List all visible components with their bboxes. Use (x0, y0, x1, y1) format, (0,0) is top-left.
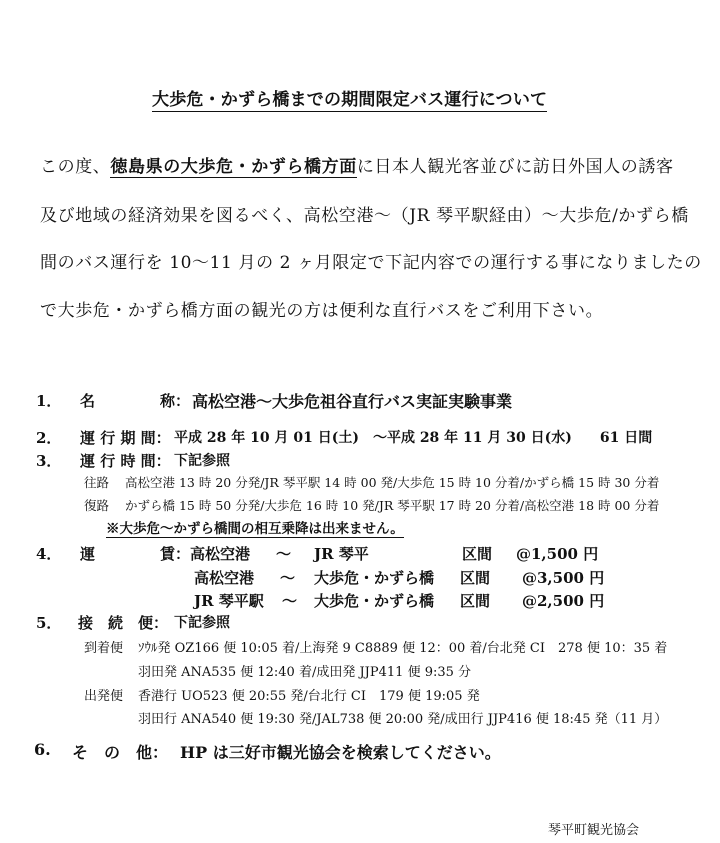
departure-flights-2: 羽田行 ANA540 便 19:30 発/JAL738 便 20:00 発/成田行 JJP416 便 18:45 発（11 月） (138, 712, 668, 727)
fare-1-price: @1,500 円 (516, 545, 599, 563)
item-2-number: 2． (36, 429, 62, 447)
fare-3-to: 大歩危・かずら橋 (314, 592, 435, 610)
item-1-number: 1． (36, 392, 62, 410)
item-5-label: 接 続 便： (78, 614, 169, 632)
outbound-schedule: 高松空港 13 時 20 分発/JR 琴平駅 14 時 00 発/大歩危 15 時 10 分着/かずら橋 15 時 30 分着 (125, 475, 660, 490)
fare-1-sep: ～ (276, 545, 292, 563)
item-1-value: 高松空港～大歩危祖谷直行バス実証実験事業 (192, 392, 513, 411)
intro-line-4: で大歩危・かずら橋方面の観光の方は便利な直行バスをご利用下さい。 (40, 301, 604, 321)
outbound-label: 往路 (84, 475, 110, 490)
document-title: 大歩危・かずら橋までの期間限定バス運行について (152, 85, 547, 112)
item-4-label-a: 運 (80, 545, 96, 563)
fare-3-sep: ～ (282, 592, 298, 610)
return-schedule: かずら橋 15 時 50 分発/大歩危 16 時 10 発/JR 琴平駅 17 時 20 分着/高松空港 18 時 00 分着 (125, 498, 660, 513)
item-6-number: 6. (34, 740, 51, 759)
fare-1-to: JR 琴平 (314, 545, 369, 563)
item-2-value: 平成 28 年 10 月 01 日(土) ～平成 28 年 11 月 30 日(水) 61 日間 (174, 430, 653, 446)
return-label: 復路 (84, 498, 110, 513)
fare-2-kind: 区間 (460, 569, 491, 587)
fare-2-sep: ～ (280, 569, 296, 587)
intro-line-1-pre: この度、 (40, 157, 111, 177)
item-6-value: HP は三好市観光協会を検索してください。 (180, 743, 501, 762)
item-4-label-b: 賃： (160, 545, 191, 563)
intro-line-1 (40, 152, 674, 177)
departure-flights-1: 香港行 UO523 便 20:55 発/台北行 CI 179 便 19:05 発 (138, 689, 480, 704)
item-4-number: 4． (36, 545, 62, 563)
item-1-label-b: 称： (160, 392, 191, 410)
fare-1-from: 高松空港 (190, 545, 251, 563)
item-3-value: 下記参照 (174, 453, 230, 469)
item-2-label: 運 行 期 間： (80, 429, 171, 447)
arrival-flights-2: 羽田発 ANA535 便 12:40 着/成田発 JJP411 便 9:35 分 (138, 665, 472, 680)
transfer-note: ※大歩危～かずら橋間の相互乗降は出来ません。 (106, 517, 404, 538)
item-3-label: 運 行 時 間： (80, 452, 171, 470)
fare-2-from: 高松空港 (194, 569, 255, 587)
departure-label: 出発便 (84, 689, 124, 704)
item-6-label: そ の 他： (72, 743, 169, 762)
item-3-number: 3． (36, 452, 62, 470)
fare-3-from: JR 琴平駅 (194, 592, 264, 610)
intro-line-2: 及び地域の経済効果を図るべく、高松空港～（JR 琴平駅経由）～大歩危/かずら橋 (40, 206, 689, 226)
fare-2-price: @3,500 円 (522, 569, 605, 587)
item-5-number: 5． (36, 614, 62, 632)
fare-3-price: @2,500 円 (522, 592, 605, 610)
item-1-label-a: 名 (80, 392, 96, 410)
item-5-value: 下記参照 (174, 615, 230, 631)
arrival-label: 到着便 (84, 641, 124, 656)
arrival-flights-1: ｿｳﾙ発 OZ166 便 10:05 着/上海発 9 C8889 便 12：00 着/台北発 CI 278 便 10：35 着 (138, 641, 668, 656)
intro-line-1-post: に日本人観光客並びに訪日外国人の誘客 (356, 157, 674, 177)
fare-3-kind: 区間 (460, 592, 491, 610)
fare-2-to: 大歩危・かずら橋 (314, 569, 435, 587)
organization-name: 琴平町観光協会 (548, 823, 640, 838)
intro-emphasis: 徳島県の大歩危・かずら橋方面 (110, 157, 357, 177)
intro-line-3: 間のバス運行を 10～11 月の 2 ヶ月限定で下記内容での運行する事になりましたの (40, 253, 702, 273)
fare-1-kind: 区間 (462, 545, 493, 563)
